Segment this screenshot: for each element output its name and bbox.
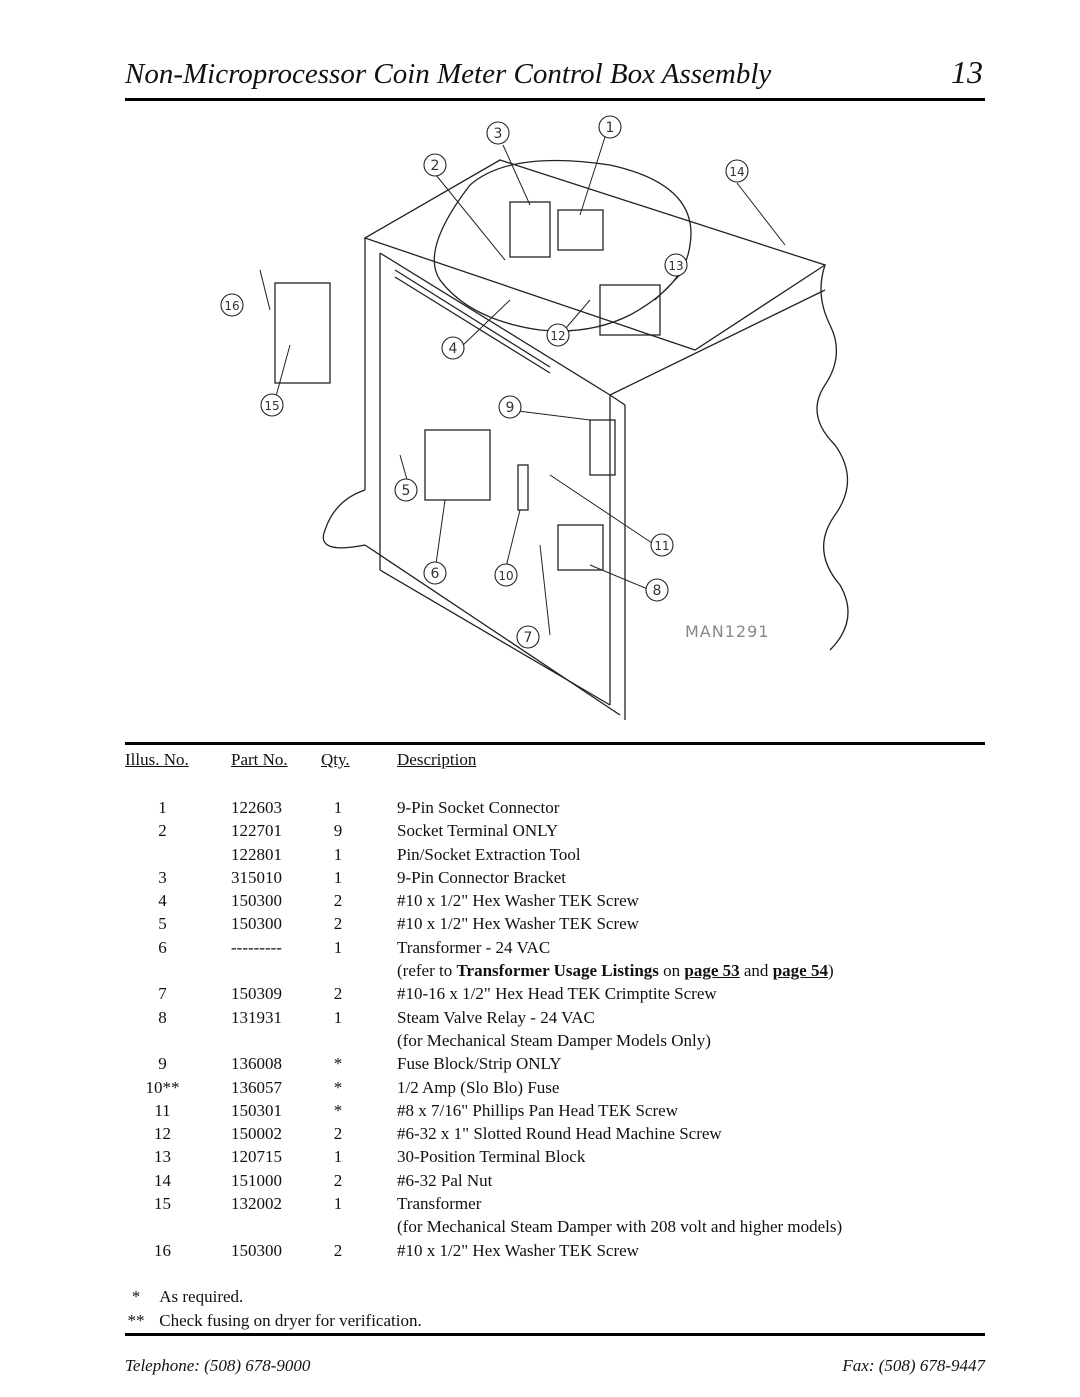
cell-description: Transformer - 24 VAC: [397, 937, 551, 957]
table-column-headers: [125, 750, 985, 774]
cell-description: (for Mechanical Steam Damper with 208 volt and higher models): [397, 1217, 843, 1237]
cell-description: #10-16 x 1/2" Hex Head TEK Crimptite Screw: [397, 984, 717, 1004]
callout-label: 14: [729, 165, 745, 179]
transformer-usage-note: (refer to Transformer Usage Listings on page 53 and page 54): [397, 961, 834, 981]
cell-illus-no: 2: [158, 821, 167, 841]
fuse: [518, 465, 528, 510]
cell-description: (for Mechanical Steam Damper Models Only): [397, 1030, 711, 1050]
table-row: [125, 1076, 985, 1099]
table-row: [125, 889, 985, 912]
connector-bracket: [510, 202, 550, 257]
cell-part-no: 122603: [231, 798, 282, 817]
drawing-id-label: MAN1291: [685, 622, 770, 641]
cell-part-no: 151000: [231, 1170, 282, 1190]
table-row: [125, 1192, 985, 1215]
table-row: [125, 912, 985, 935]
cell-illus-no: 9: [158, 1054, 167, 1074]
socket-connector: [558, 210, 603, 250]
callout-label: 4: [448, 341, 458, 357]
cell-qty: 1: [333, 1147, 343, 1167]
cell-qty: 1: [333, 798, 343, 817]
cell-description: Transformer: [397, 1194, 482, 1214]
cell-illus-no: 13: [154, 1147, 171, 1167]
table-row: [125, 982, 985, 1005]
callout-label: 16: [224, 299, 240, 313]
cell-qty: 2: [333, 1170, 343, 1190]
cabinet-panel-right-edge: [610, 395, 625, 405]
page-header: [125, 52, 985, 101]
cell-description: 1/2 Amp (Slo Blo) Fuse: [397, 1077, 560, 1097]
column-description: Description: [397, 750, 477, 769]
footnotes: [125, 1285, 422, 1333]
cell-part-no: 132002: [231, 1194, 282, 1214]
cell-description: #8 x 7/16" Phillips Pan Head TEK Screw: [397, 1100, 678, 1120]
transformer-usage-listings-link[interactable]: Transformer Usage Listings: [456, 961, 659, 981]
page-54-link[interactable]: page 54: [772, 961, 828, 981]
cell-qty: *: [333, 1077, 343, 1097]
callout-label: 8: [652, 583, 662, 599]
table-row: [125, 1006, 985, 1029]
cell-description: Socket Terminal ONLY: [397, 821, 559, 841]
cell-illus-no: 15: [154, 1194, 171, 1214]
cell-illus-no: 5: [158, 914, 167, 934]
cabinet-inner-edge: [380, 253, 610, 395]
cell-description: 9-Pin Connector Bracket: [397, 867, 567, 887]
cell-qty: 1: [333, 937, 343, 957]
cell-part-no: 122701: [231, 821, 282, 841]
table-row: [125, 1099, 985, 1122]
callout-label: 7: [523, 630, 533, 646]
cell-qty: 2: [333, 1124, 343, 1144]
fax-text: Fax: (508) 678-9447: [842, 1356, 985, 1375]
cell-qty: 1: [333, 1194, 343, 1214]
cell-qty: 2: [333, 1240, 343, 1260]
table-row: [125, 936, 985, 959]
exploded-assembly-diagram: [120, 105, 980, 735]
cell-part-no: 150300: [231, 1240, 282, 1260]
telephone-text: Telephone: (508) 678-9000: [125, 1356, 311, 1375]
callout-group: [221, 116, 748, 648]
cell-illus-no: 1: [158, 798, 167, 817]
cell-description: #10 x 1/2" Hex Washer TEK Screw: [397, 914, 639, 934]
cell-qty: 2: [333, 914, 343, 934]
cell-illus-no: 8: [158, 1007, 167, 1027]
cabinet-side-top: [610, 290, 825, 395]
cell-qty: 9: [333, 821, 343, 841]
footnote-as-required: * As required.: [131, 1287, 244, 1306]
cell-illus-no: 10**: [145, 1077, 180, 1097]
cell-qty: 1: [333, 867, 343, 887]
steam-valve-relay: [558, 525, 603, 570]
cell-illus-no: 11: [154, 1100, 171, 1120]
footnote-check-fusing: ** Check fusing on dryer for verification.: [127, 1311, 422, 1330]
table-row: [125, 1239, 985, 1262]
cell-part-no: 315010: [231, 867, 282, 887]
cell-part-no: 150002: [231, 1124, 282, 1144]
callout-label: 11: [654, 539, 670, 553]
page-number: 13: [951, 54, 983, 90]
column-qty: Qty.: [321, 750, 350, 769]
table-row: [125, 819, 985, 842]
cell-part-no: 150300: [231, 914, 282, 934]
column-illus-no: Illus. No.: [125, 750, 189, 769]
cell-description: #10 x 1/2" Hex Washer TEK Screw: [397, 1240, 639, 1260]
cell-part-no: 122801: [231, 844, 282, 864]
page-title: Non-Microprocessor Coin Meter Control Box Assembly: [125, 58, 772, 90]
table-row: [125, 1122, 985, 1145]
table-row: [125, 1052, 985, 1075]
cell-description: Pin/Socket Extraction Tool: [397, 844, 581, 864]
cabinet-bracket-edge: [395, 270, 550, 367]
callout-label: 9: [505, 400, 515, 416]
callout-label: 15: [264, 399, 280, 413]
cell-part-no: 150300: [231, 891, 282, 911]
cell-qty: *: [333, 1054, 343, 1074]
cell-description: #10 x 1/2" Hex Washer TEK Screw: [397, 891, 639, 911]
cell-part-no: 131931: [231, 1007, 282, 1027]
cell-description: Steam Valve Relay - 24 VAC: [397, 1007, 595, 1027]
callout-label: 5: [401, 483, 411, 499]
transformer-24vac: [425, 430, 490, 500]
table-top-rule: [125, 742, 985, 745]
cabinet-broken-edge-right: [817, 265, 848, 650]
callout-label: 2: [430, 158, 440, 174]
cell-description: #6-32 x 1" Slotted Round Head Machine Screw: [397, 1124, 722, 1144]
callout-label: 3: [493, 126, 503, 142]
callout-label: 1: [605, 120, 615, 136]
table-row: [125, 796, 985, 819]
cell-illus-no: 14: [154, 1170, 171, 1190]
table-row: [125, 1169, 985, 1192]
cell-description: #6-32 Pal Nut: [397, 1170, 493, 1190]
table-row: [125, 1215, 985, 1238]
cell-part-no: 150309: [231, 984, 282, 1004]
leader-lines: [260, 137, 785, 635]
cell-qty: 2: [333, 984, 343, 1004]
cell-part-no: 136008: [231, 1054, 282, 1074]
table-row: [125, 1145, 985, 1168]
cabinet-strip-edge: [395, 277, 550, 373]
cell-illus-no: 16: [154, 1240, 171, 1260]
cell-illus-no: 6: [158, 937, 167, 957]
cell-illus-no: 7: [158, 984, 167, 1004]
column-part-no: Part No.: [231, 750, 288, 769]
parts-table: [125, 796, 985, 1262]
cell-part-no: 120715: [231, 1147, 282, 1167]
fuse-block: [590, 420, 615, 475]
cell-qty: 2: [333, 891, 343, 911]
cell-description: Fuse Block/Strip ONLY: [397, 1054, 562, 1074]
cell-part-no: 150301: [231, 1100, 282, 1120]
table-row: [125, 1029, 985, 1052]
footer-rule: [125, 1333, 985, 1336]
cell-qty: 1: [333, 844, 343, 864]
cell-part-no: 136057: [231, 1077, 282, 1097]
callout-label: 6: [430, 566, 440, 582]
cell-qty: 1: [333, 1007, 343, 1027]
callout-label: 13: [668, 259, 684, 273]
cell-illus-no: 3: [158, 867, 167, 887]
callout-label: 10: [498, 569, 514, 583]
callout-label: 12: [550, 329, 566, 343]
page-53-link[interactable]: page 53: [684, 961, 740, 981]
table-row: [125, 843, 985, 866]
table-row: [125, 866, 985, 889]
cabinet-broken-edge-left: [323, 490, 365, 548]
cell-description: 9-Pin Socket Connector: [397, 798, 560, 817]
cell-qty: *: [333, 1100, 343, 1120]
cell-illus-no: 4: [158, 891, 167, 911]
cell-illus-no: 12: [154, 1124, 171, 1144]
table-row: [125, 959, 985, 982]
cell-part-no: ---------: [231, 937, 282, 957]
cell-description: 30-Position Terminal Block: [397, 1147, 586, 1167]
